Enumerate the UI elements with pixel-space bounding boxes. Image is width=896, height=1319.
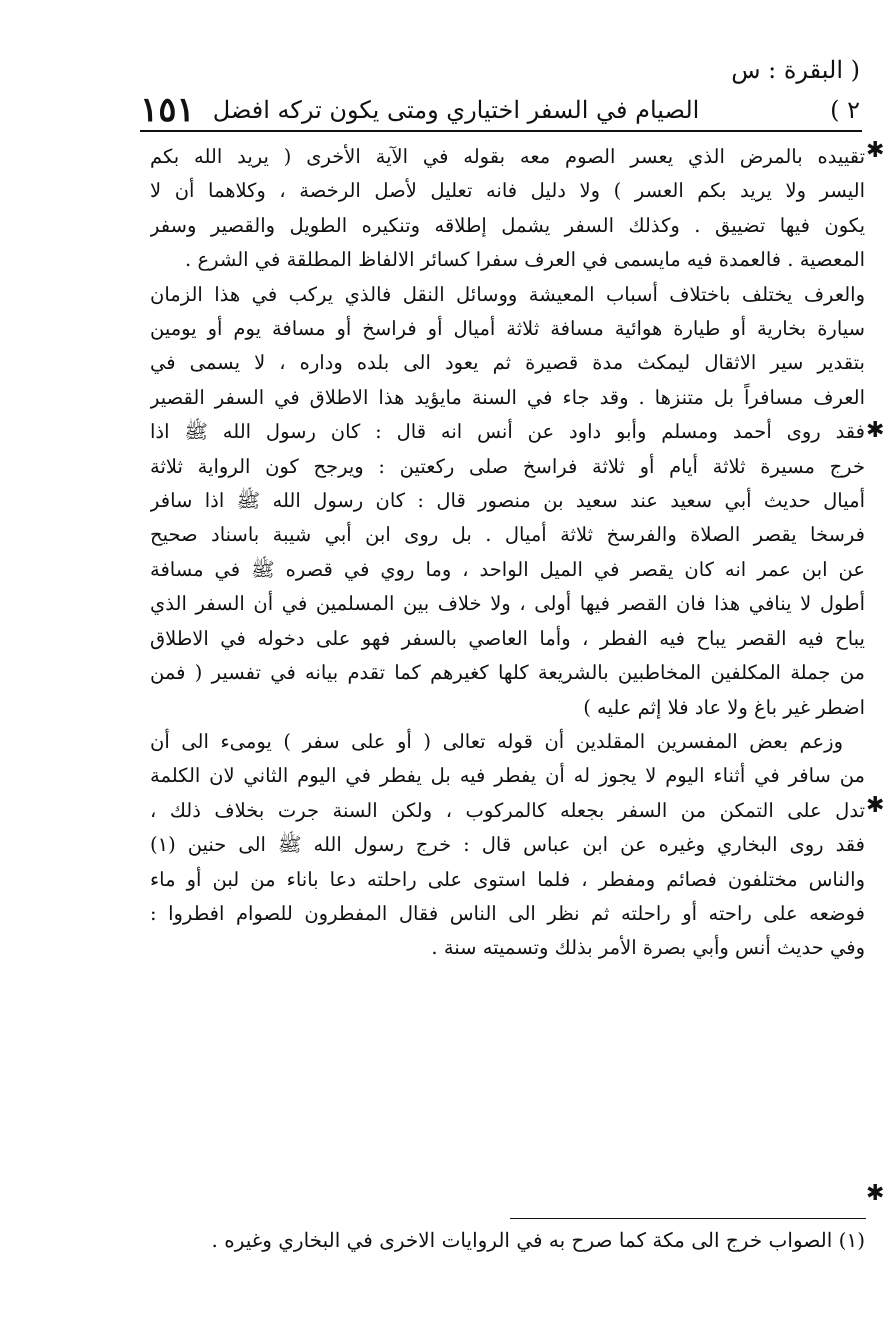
margin-mark-icon: ✱ bbox=[866, 138, 885, 163]
text-line: فوضعه على راحته أو راحلته ثم نظر الى الناس فقال المفطرون للصوام افطروا : bbox=[150, 901, 865, 925]
paragraph bbox=[150, 278, 865, 725]
text-line: وزعم بعض المفسرين المقلدين أن قوله تعالى ( أو على سفر ) يومىء الى أن bbox=[150, 729, 843, 753]
footnote-rule bbox=[510, 1218, 866, 1219]
text-line: فقد روى البخاري وغيره عن ابن عباس قال : خرج رسول الله ﷺ الى حنين (١) bbox=[150, 833, 865, 857]
text-line: عن ابن عمر انه كان يقصر في الميل الواحد ، وما روي في قصره ﷺ في مسافة bbox=[150, 557, 865, 581]
text-line: يكون فيها تضييق . وكذلك السفر يشمل إطلاقه وتنكيره الطويل والقصير وسفر bbox=[150, 213, 865, 237]
margin-mark-icon: ✱ bbox=[866, 793, 885, 818]
section-title: الصيام في السفر اختياري ومتى يكون تركه افضل bbox=[212, 96, 700, 124]
text-line: من جملة المكلفين المخاطبين بالشريعة كلها كغيرهم كما تقدم بيانه في تفسير ( فمن bbox=[150, 661, 865, 685]
footnote: (١) الصواب خرج الى مكة كما صرح به في الروايات الاخرى في البخاري وغيره . bbox=[211, 1228, 865, 1252]
text-line: فقد روى أحمد ومسلم وأبو داود عن أنس انه قال : كان رسول الله ﷺ اذا bbox=[150, 420, 865, 444]
page-number: ١٥١ bbox=[140, 90, 195, 130]
text-line: خرج مسيرة ثلاثة أيام أو ثلاثة فراسخ صلى ركعتين : ويرجح كون الرواية ثلاثة bbox=[150, 454, 865, 478]
margin-mark-icon: ✱ bbox=[866, 1181, 885, 1206]
text-line: اضطر غير باغ ولا عاد فلا إثم عليه ) bbox=[583, 695, 865, 719]
text-line: أطول لا ينافي هذا فان القصر فيها أولى ، ولا خلاف بين المسلمين في أن السفر الذي bbox=[150, 592, 865, 616]
text-line: بتقدير سير الاثقال ليمكث مدة قصيرة ثم يعود الى بلده وداره ، لا يسمى في bbox=[150, 351, 865, 375]
text-line: سيارة بخارية أو طيارة هوائية مسافة ثلاثة أميال أو فراسخ أو مسافة يوم أو يومين bbox=[150, 317, 865, 341]
text-line: يباح فيه القصر يباح فيه الفطر ، وأما العاصي بالسفر فهو على دخوله في الاطلاق bbox=[150, 626, 865, 650]
text-line: تدل على التمكن من السفر بجعله كالمركوب ، ولكن السنة جرت بخلاف ذلك ، bbox=[150, 798, 865, 822]
paragraph bbox=[150, 140, 865, 278]
text-line: فرسخا يقصر الصلاة والفرسخ ثلاثة أميال . بل روى ابن أبي شيبة باسناد صحيح bbox=[150, 523, 865, 547]
text-line: وفي حديث أنس وأبي بصرة الأمر بذلك وتسميته سنة . bbox=[431, 936, 865, 960]
text-line: العرف مسافراً بل متنزها . وقد جاء في السنة مايؤيد هذا الاطلاق في السفر القصير bbox=[150, 385, 865, 409]
text-line: المعصية . فالعمدة فيه مايسمى في العرف سفرا كسائر الالفاظ المطلقة في الشرع . bbox=[185, 248, 865, 272]
text-line: والعرف يختلف باختلاف أسباب المعيشة ووسائل النقل فالذي يركب في هذا الزمان bbox=[150, 282, 865, 306]
text-line: والناس مختلفون فصائم ومفطر ، فلما استوى على راحلته دعا باناء من لبن أو ماء bbox=[150, 867, 865, 891]
margin-mark-icon: ✱ bbox=[866, 418, 885, 443]
text-line: أميال حديث أبي سعيد عند سعيد بن منصور قال : كان رسول الله ﷺ اذا سافر bbox=[150, 489, 865, 513]
paragraph bbox=[150, 725, 865, 966]
text-line: من سافر في أثناء اليوم لا يجوز له أن يفطر فيه بل يفطر في اليوم الثاني لان الكلمة bbox=[150, 764, 865, 788]
running-header bbox=[140, 56, 860, 130]
text-line: اليسر ولا يريد بكم العسر ) ولا دليل فانه تعليل لأصل الرخصة ، وكلاهما أن لا bbox=[150, 179, 865, 203]
header-rule bbox=[140, 130, 862, 132]
body-text bbox=[150, 140, 865, 966]
text-line: تقييده بالمرض الذي يعسر الصوم معه بقوله في الآية الأخرى ( يريد الله بكم bbox=[150, 145, 865, 168]
surah-reference: ( البقرة : س ٢ ) bbox=[731, 56, 860, 124]
